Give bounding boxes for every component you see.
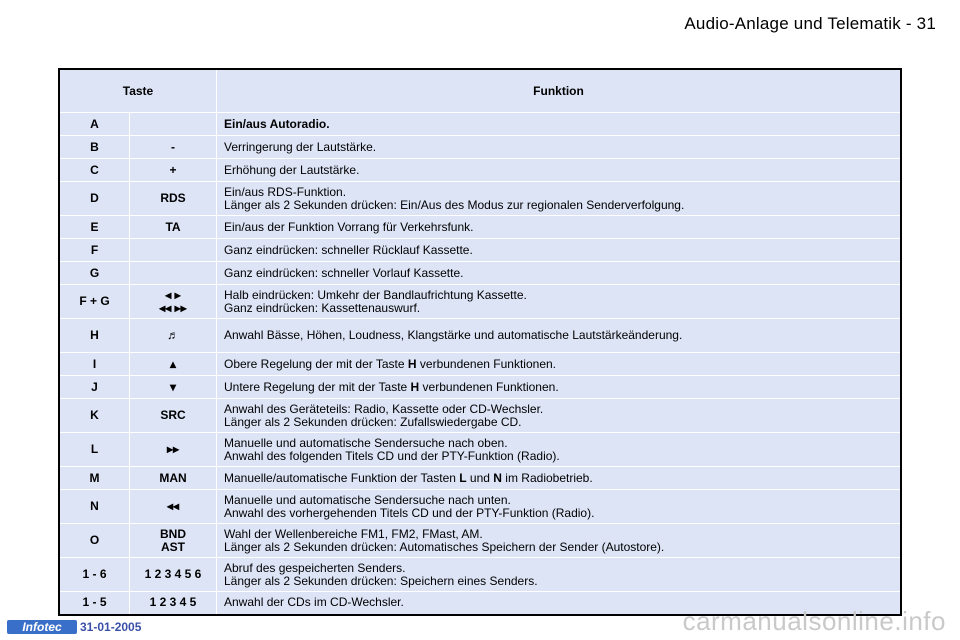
function-text: Ganz eindrücken: schneller Vorlauf Kassette. [224, 265, 464, 280]
table-row [59, 285, 901, 319]
key-cell: F [59, 239, 130, 262]
key-cell: L [59, 433, 130, 467]
table-row [59, 467, 901, 490]
symbol-text: BND [160, 526, 186, 541]
symbol-cell [130, 558, 217, 592]
symbol-cell [130, 182, 217, 216]
symbol-text: 1 2 3 4 5 6 [144, 567, 202, 581]
function-text: Abruf des gespeicherten Senders. [224, 560, 406, 575]
function-text: Anwahl des Geräteteils: Radio, Kassette oder CD-Wechsler. [224, 401, 544, 416]
symbol-cell [130, 467, 217, 490]
symbol-text: ◂◂ [166, 499, 180, 513]
function-text: Länger als 2 Sekunden drücken: Zufallswiedergabe CD. [224, 414, 522, 429]
function-text: verbundenen Funktionen. [419, 379, 559, 394]
infotec-logo: Infotec [7, 620, 77, 634]
function-cell [217, 239, 902, 262]
function-text: H [410, 379, 420, 394]
key-cell: F + G [59, 285, 130, 319]
function-text: Manuelle/automatische Funktion der Tasten [224, 470, 460, 485]
symbol-text: ▸▸ [166, 442, 180, 456]
key-cell: K [59, 399, 130, 433]
symbol-cell [130, 490, 217, 524]
function-text: Ein/aus RDS-Funktion. [224, 184, 347, 199]
function-text: und [466, 470, 494, 485]
table-row [59, 353, 901, 376]
table-row [59, 136, 901, 159]
symbol-cell [130, 353, 217, 376]
symbol-text: ♬ [167, 328, 179, 342]
symbol-cell [130, 433, 217, 467]
function-cell [217, 467, 902, 490]
column-header-function: Funktion [217, 69, 902, 113]
function-text: Ein/aus Autoradio. [224, 116, 330, 131]
function-text: Untere Regelung der mit der Taste [224, 379, 411, 394]
symbol-text: ▴ [169, 356, 177, 371]
table-row [59, 182, 901, 216]
symbol-cell [130, 319, 217, 353]
function-cell [217, 216, 902, 239]
table-body [59, 113, 901, 615]
table-row [59, 319, 901, 353]
symbol-text: RDS [160, 191, 186, 205]
function-cell [217, 113, 902, 136]
key-cell: J [59, 376, 130, 399]
function-text: Länger als 2 Sekunden drücken: Automatisches Speichern der Sender (Autostore). [224, 539, 665, 554]
key-cell: E [59, 216, 130, 239]
function-text: N [493, 470, 502, 485]
symbol-cell [130, 113, 217, 136]
function-text: Ganz eindrücken: schneller Rücklauf Kassette. [224, 242, 473, 257]
function-text: Halb eindrücken: Umkehr der Bandlaufrichtung Kassette. [224, 287, 527, 302]
table-row [59, 558, 901, 592]
function-cell [217, 262, 902, 285]
key-cell: H [59, 319, 130, 353]
function-text: Obere Regelung der mit der Taste [224, 356, 408, 371]
function-cell [217, 433, 902, 467]
function-text: Anwahl Bässe, Höhen, Loudness, Klangstärke und automatische Lautstärkeänderung. [224, 328, 683, 342]
symbol-cell [130, 216, 217, 239]
table-row [59, 433, 901, 467]
column-header-key: Taste [59, 69, 217, 113]
key-cell: G [59, 262, 130, 285]
symbol-text: - [171, 139, 175, 154]
function-cell [217, 558, 902, 592]
table-row [59, 399, 901, 433]
function-cell [217, 524, 902, 558]
function-cell [217, 182, 902, 216]
function-text: Manuelle und automatische Sendersuche nach unten. [224, 492, 511, 507]
symbol-cell [130, 285, 217, 319]
watermark: carmanualsonline.info [682, 606, 946, 636]
function-text: im Radiobetrieb. [501, 470, 593, 485]
function-cell [217, 490, 902, 524]
function-text: Anwahl der CDs im CD-Wechsler. [224, 595, 404, 610]
symbol-cell [130, 136, 217, 159]
function-text: Anwahl des folgenden Titels CD und der PTY-Funktion (Radio). [224, 448, 560, 463]
key-function-table [58, 68, 902, 616]
function-cell [217, 399, 902, 433]
function-text: Manuelle und automatische Sendersuche nach oben. [224, 435, 508, 450]
symbol-text: MAN [159, 470, 187, 485]
symbol-text: ◂◂ ▸▸ [159, 300, 187, 315]
table-row [59, 376, 901, 399]
key-cell: O [59, 524, 130, 558]
document-date: 31-01-2005 [80, 620, 142, 634]
symbol-text: ◂ ▸ [165, 287, 181, 302]
table-row [59, 490, 901, 524]
function-cell [217, 159, 902, 182]
symbol-text: + [169, 162, 177, 177]
page-header: Audio-Anlage und Telematik - 31 [684, 14, 936, 33]
table-row [59, 524, 901, 558]
key-cell: D [59, 182, 130, 216]
key-cell: B [59, 136, 130, 159]
symbol-text: ▾ [169, 379, 177, 394]
symbol-cell [130, 524, 217, 558]
symbol-text: TA [165, 219, 181, 234]
symbol-cell [130, 262, 217, 285]
table-header-row [59, 69, 901, 113]
function-cell [217, 285, 902, 319]
function-text: L [459, 470, 467, 485]
key-cell: C [59, 159, 130, 182]
key-cell: N [59, 490, 130, 524]
function-text: Ein/aus der Funktion Vorrang für Verkehrsfunk. [224, 219, 474, 234]
function-text: Ganz eindrücken: Kassettenauswurf. [224, 300, 421, 315]
symbol-cell [130, 159, 217, 182]
table-row [59, 262, 901, 285]
table-row [59, 113, 901, 136]
table-row [59, 239, 901, 262]
symbol-cell [130, 592, 217, 615]
function-text: Länger als 2 Sekunden drücken: Ein/Aus des Modus zur regionalen Senderverfolgung. [224, 197, 685, 212]
function-cell [217, 376, 902, 399]
symbol-cell [130, 399, 217, 433]
symbol-text: AST [161, 539, 185, 554]
key-cell: 1 - 5 [59, 592, 130, 615]
key-cell: M [59, 467, 130, 490]
function-text: Länger als 2 Sekunden drücken: Speichern eines Senders. [224, 573, 538, 588]
function-text: Wahl der Wellenbereiche FM1, FM2, FMast, AM. [224, 526, 483, 541]
function-cell [217, 319, 902, 353]
function-text: Anwahl des vorhergehenden Titels CD und der PTY-Funktion (Radio). [224, 505, 595, 520]
key-cell: I [59, 353, 130, 376]
symbol-text: 1 2 3 4 5 [149, 595, 197, 610]
symbol-text: SRC [160, 408, 186, 422]
function-text: Erhöhung der Lautstärke. [224, 162, 360, 177]
key-cell: A [59, 113, 130, 136]
table-row [59, 159, 901, 182]
symbol-cell [130, 376, 217, 399]
function-text: Verringerung der Lautstärke. [224, 139, 377, 154]
function-text: H [407, 356, 417, 371]
function-text: verbundenen Funktionen. [416, 356, 556, 371]
function-cell [217, 136, 902, 159]
key-cell: 1 - 6 [59, 558, 130, 592]
symbol-cell [130, 239, 217, 262]
function-cell [217, 353, 902, 376]
table-row [59, 216, 901, 239]
